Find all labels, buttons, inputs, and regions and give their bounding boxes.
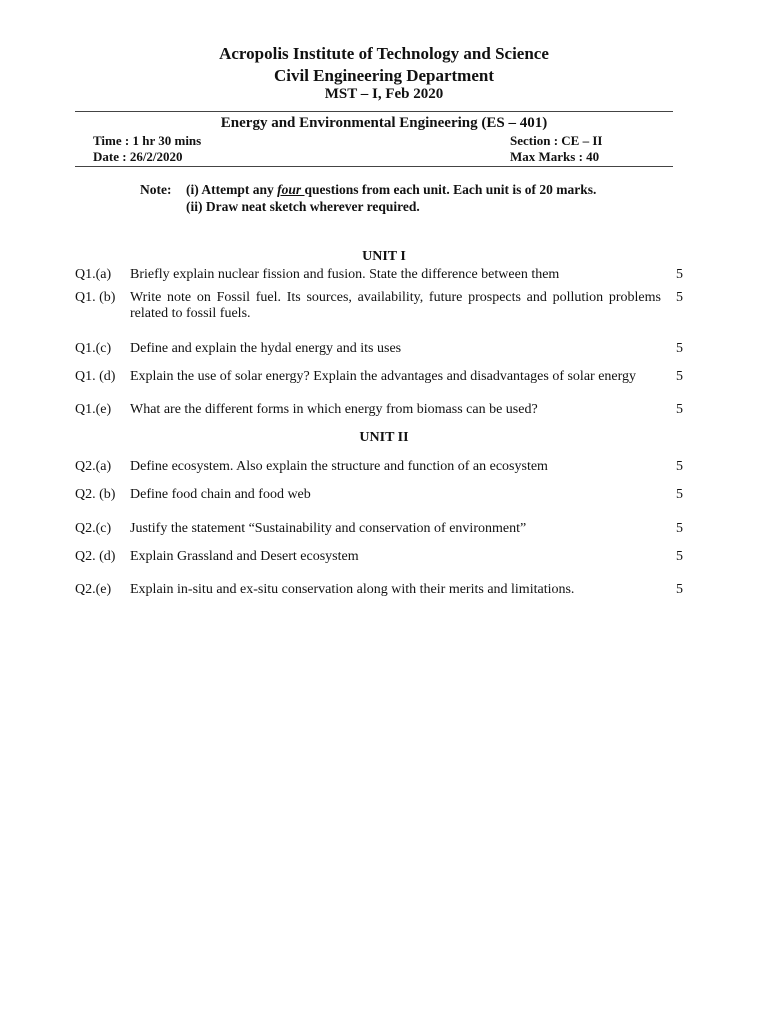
note-label: Note: [140,182,172,197]
question-number: Q2. (d) [75,549,116,564]
exam-title: MST – I, Feb 2020 [324,86,444,102]
question-text: What are the different forms in which energy from biomass can be used? [130,402,538,417]
question-number: Q1.(e) [75,402,112,417]
department-name: Civil Engineering Department [273,66,495,85]
question-text: Define and explain the hydal energy and its uses [130,341,402,356]
question-marks: 5 [676,487,683,502]
question-marks: 5 [676,549,683,564]
question-number: Q1.(a) [75,267,112,282]
note-line-1 [186,182,596,198]
unit-title: UNIT II [359,430,409,445]
question-marks: 5 [676,267,683,282]
question-number: Q2.(e) [75,582,112,597]
note-line-1-pre: (i) Attempt any [186,182,278,197]
exam-date: Date : 26/2/2020 [93,149,183,164]
note-line-1-emphasis: four [277,182,305,197]
unit-title: UNIT I [362,249,406,264]
question-number: Q1. (d) [75,369,116,384]
question-marks: 5 [676,341,683,356]
institute-name: Acropolis Institute of Technology and Science [219,44,549,63]
question-number: Q2.(c) [75,521,112,536]
question-text: Justify the statement “Sustainability and conservation of environment” [130,521,527,536]
question-marks: 5 [676,369,683,384]
question-text: Define ecosystem. Also explain the structure and function of an ecosystem [130,459,548,474]
question-marks: 5 [676,521,683,536]
course-title: Energy and Environmental Engineering (ES – 401) [220,115,548,131]
question-marks: 5 [676,459,683,474]
question-number: Q2. (b) [75,487,116,502]
note-line-1-post: questions from each unit. Each unit is of 20 marks. [304,182,597,197]
question-text: Write note on Fossil fuel. Its sources, availability, future prospects and pollution problems related to fossil fuels. [130,290,661,321]
question-number: Q1. (b) [75,290,116,305]
question-text: Explain in-situ and ex-situ conservation along with their merits and limitations. [130,582,575,597]
question-marks: 5 [676,402,683,417]
exam-time: Time : 1 hr 30 mins [93,133,202,148]
question-text: Briefly explain nuclear fission and fusion. State the difference between them [130,267,560,282]
question-marks: 5 [676,582,683,597]
question-number: Q1.(c) [75,341,112,356]
note-line-2: (ii) Draw neat sketch wherever required. [186,199,420,214]
max-marks: Max Marks : 40 [510,149,600,164]
question-text: Explain the use of solar energy? Explain the advantages and disadvantages of solar energy [130,369,637,384]
question-text: Explain Grassland and Desert ecosystem [130,549,359,564]
top-rule [75,111,673,112]
bottom-rule [75,166,673,167]
question-marks: 5 [676,290,683,305]
question-text: Define food chain and food web [130,487,311,502]
exam-section: Section : CE – II [510,133,603,148]
question-number: Q2.(a) [75,459,112,474]
